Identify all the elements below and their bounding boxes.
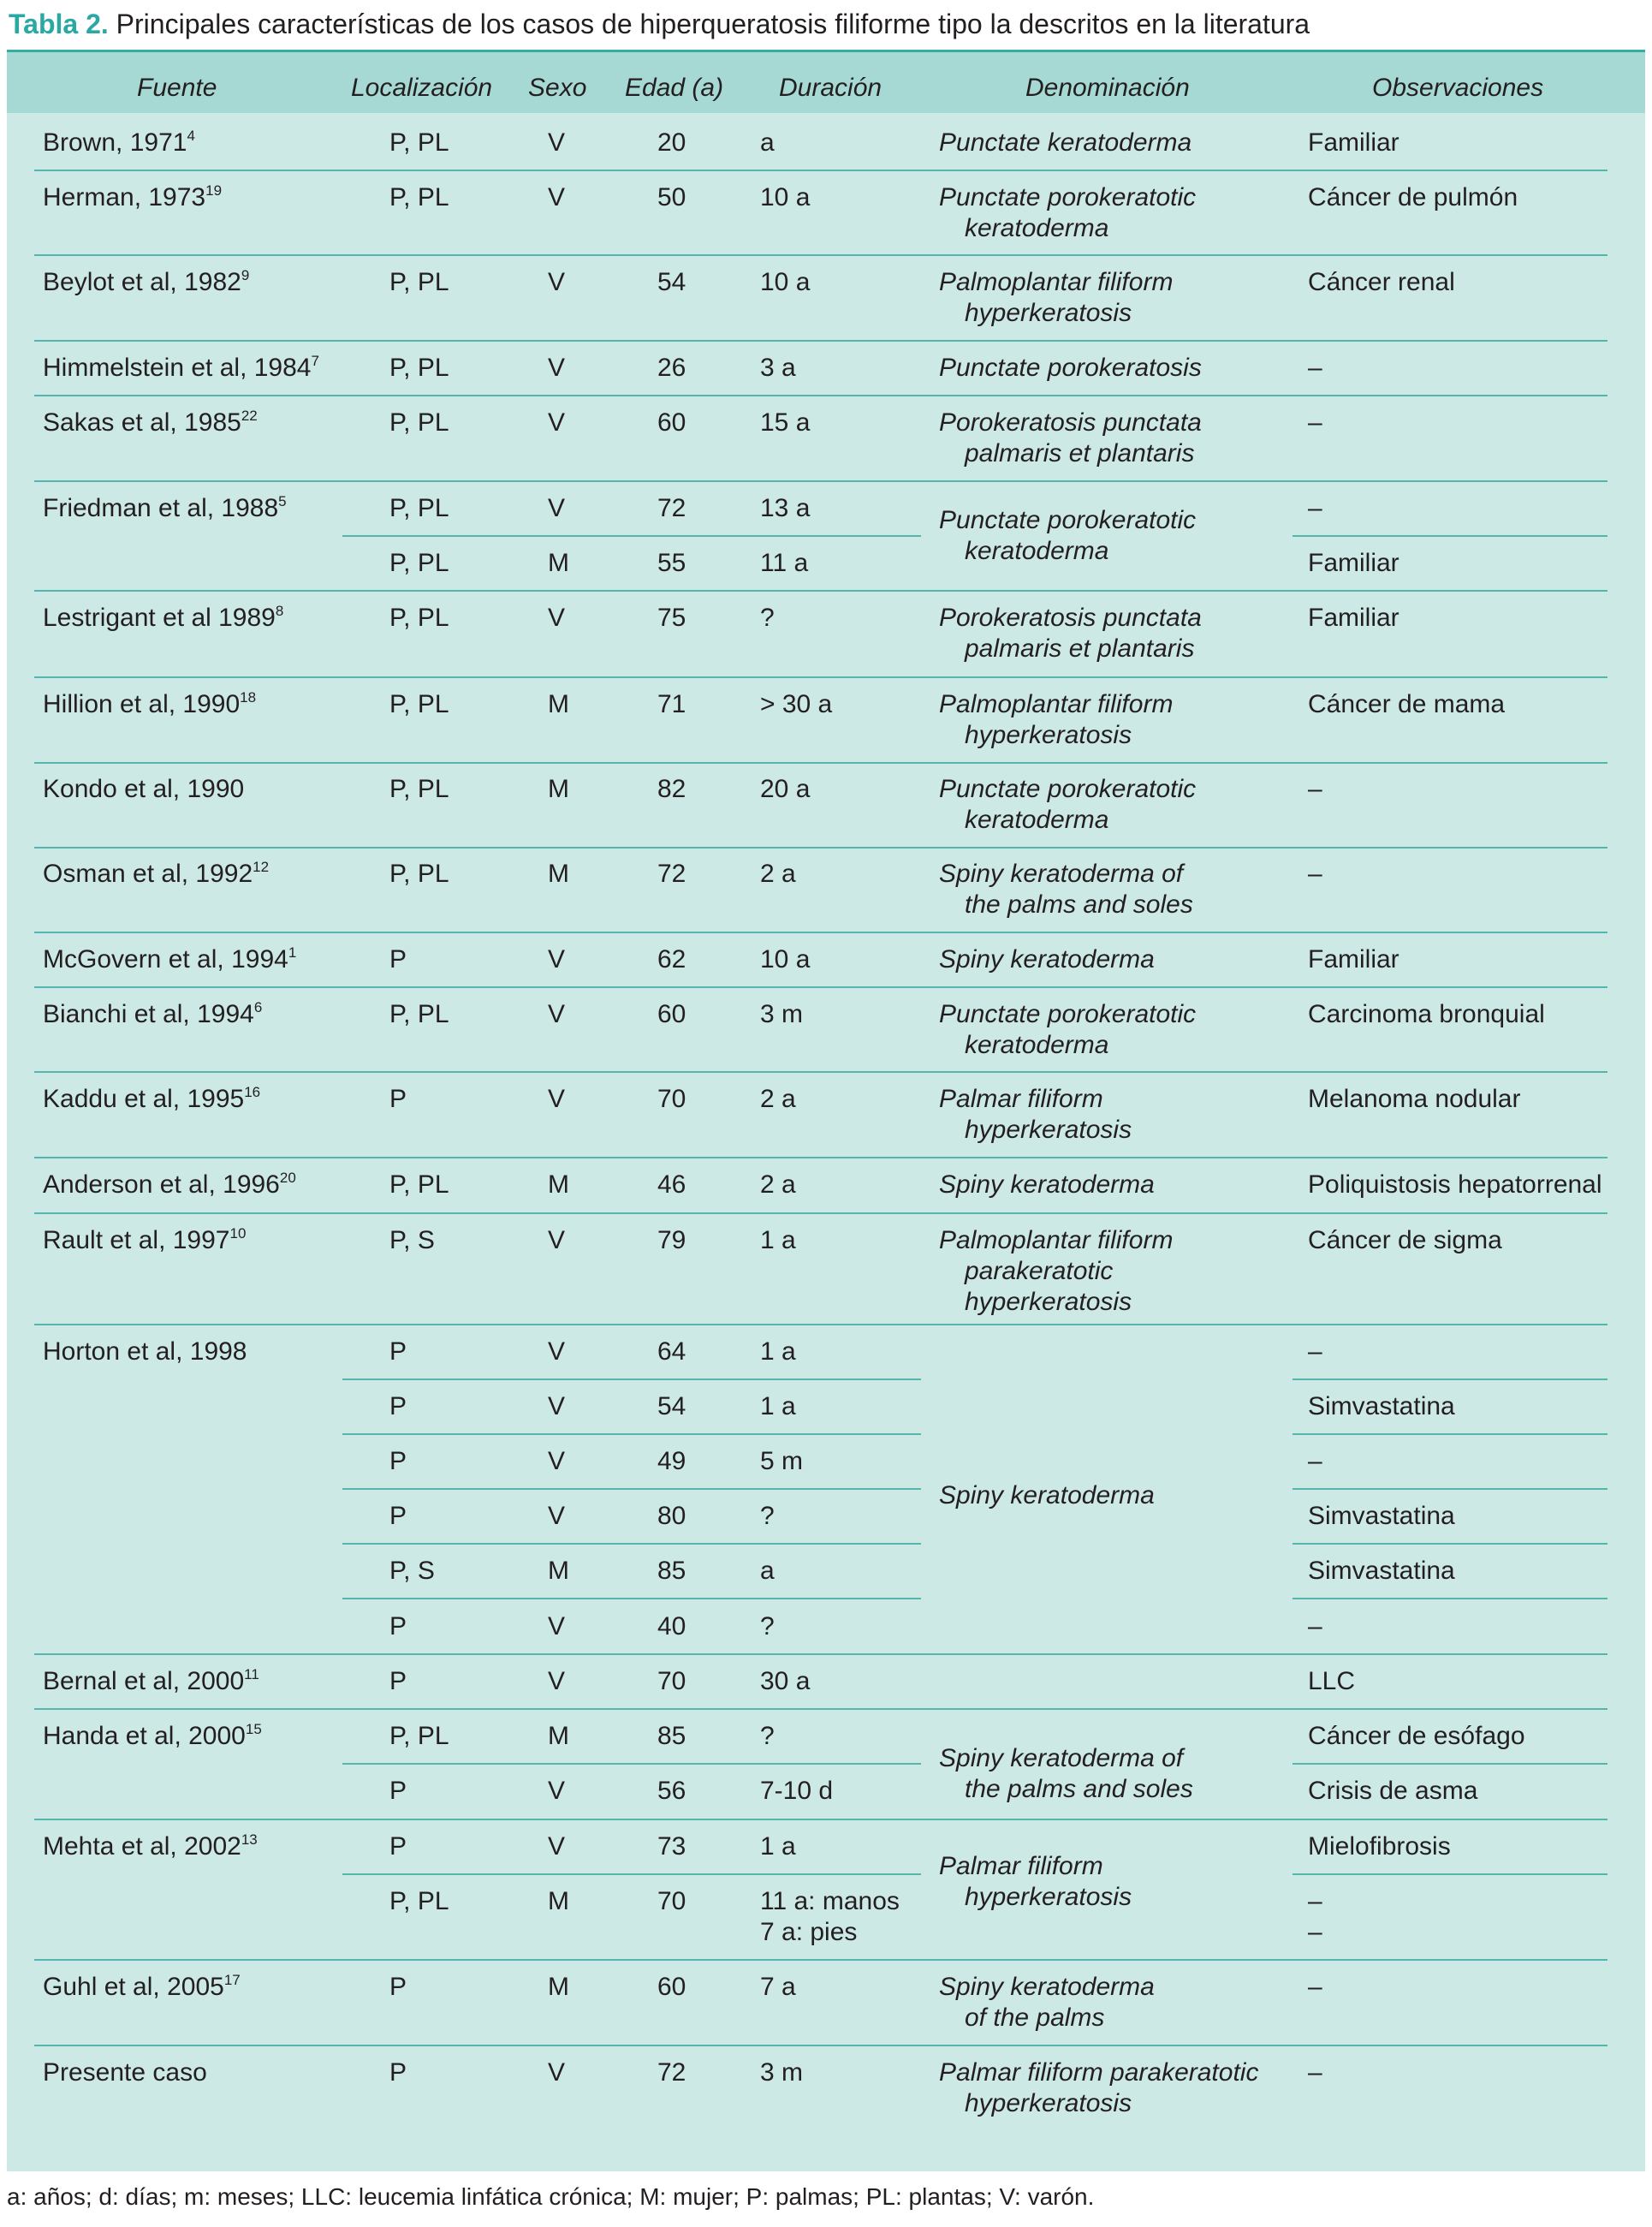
duration-cell: 10 a xyxy=(760,183,811,211)
sex-cell: V xyxy=(548,1392,566,1420)
observations-cell: Mielofibrosis xyxy=(1308,1832,1451,1861)
denomination-cell: Palmar filiform xyxy=(939,1085,1103,1113)
row-separator xyxy=(1292,1763,1607,1765)
duration-cell: 3 m xyxy=(760,2058,804,2087)
duration-cell: a xyxy=(760,1557,775,1585)
duration-cell: 30 a xyxy=(760,1667,811,1695)
source-cell: Rault et al, 1997$^{10}$ xyxy=(43,1225,247,1254)
duration-cell: ? xyxy=(760,1722,775,1750)
row-separator xyxy=(342,535,921,537)
row-separator xyxy=(34,2045,1607,2046)
denomination-cell: Palmoplantar filiform xyxy=(939,1226,1174,1254)
source-cell: Beylot et al, 1982$^9$ xyxy=(43,267,250,296)
sex-cell: V xyxy=(548,945,566,974)
denomination-cell: Palmar filiform parakeratotic xyxy=(939,2058,1259,2087)
reference-number: 10 xyxy=(229,1225,247,1242)
location-cell: P xyxy=(389,1392,407,1420)
reference-number: 17 xyxy=(223,1972,241,1988)
observations-cell: Cáncer de pulmón xyxy=(1308,183,1518,211)
denomination-cell: Punctate porokeratotic xyxy=(939,1000,1197,1028)
source-cell: Horton et al, 1998 xyxy=(43,1337,247,1366)
duration-cell: 2 a xyxy=(760,1085,796,1113)
duration-cell: 3 m xyxy=(760,1000,804,1028)
denomination-cell: palmaris et plantaris xyxy=(965,439,1195,467)
row-separator xyxy=(34,1212,1607,1214)
row-separator xyxy=(34,1959,1607,1961)
age-cell: 46 xyxy=(657,1170,686,1199)
denomination-cell: hyperkeratosis xyxy=(965,1883,1132,1911)
sex-cell: M xyxy=(548,775,569,803)
header-observaciones: Observaciones xyxy=(1372,74,1544,102)
sex-cell: V xyxy=(548,2058,566,2087)
row-separator xyxy=(342,1598,921,1599)
denomination-cell: the palms and soles xyxy=(965,1775,1193,1803)
location-cell: P, PL xyxy=(389,408,449,437)
duration-cell: 10 a xyxy=(760,945,811,974)
age-cell: 72 xyxy=(657,860,686,888)
location-cell: P xyxy=(389,1777,407,1805)
denomination-cell: Spiny keratoderma xyxy=(939,1170,1155,1199)
duration-cell: 10 a xyxy=(760,268,811,296)
age-cell: 70 xyxy=(657,1667,686,1695)
denomination-cell: Spiny keratoderma of xyxy=(939,860,1184,888)
age-cell: 54 xyxy=(657,1392,686,1420)
sex-cell: M xyxy=(548,1170,569,1199)
observations-cell: – xyxy=(1308,408,1322,437)
location-cell: P xyxy=(389,2058,407,2087)
row-separator xyxy=(34,1071,1607,1073)
row-separator xyxy=(342,1433,921,1435)
location-cell: P, PL xyxy=(389,549,449,577)
reference-number: 12 xyxy=(253,859,270,875)
duration-cell: 1 a xyxy=(760,1337,796,1366)
location-cell: P, PL xyxy=(389,1722,449,1750)
source-cell: Sakas et al, 1985$^{22}$ xyxy=(43,408,258,437)
location-cell: P xyxy=(389,1667,407,1695)
sex-cell: V xyxy=(548,1337,566,1366)
duration-cell: 2 a xyxy=(760,1170,796,1199)
header-sexo: Sexo xyxy=(528,74,587,102)
source-cell: Friedman et al, 1988$^5$ xyxy=(43,493,287,522)
sex-cell: V xyxy=(548,1447,566,1475)
age-cell: 72 xyxy=(657,494,686,522)
reference-number: 11 xyxy=(244,1666,259,1682)
source-cell: Osman et al, 1992$^{12}$ xyxy=(43,859,270,888)
sex-cell: V xyxy=(548,1667,566,1695)
duration-cell: 20 a xyxy=(760,775,811,803)
age-cell: 60 xyxy=(657,408,686,437)
header-fuente: Fuente xyxy=(137,74,217,102)
observations-cell: Simvastatina xyxy=(1308,1557,1455,1585)
age-cell: 26 xyxy=(657,354,686,382)
location-cell: P, PL xyxy=(389,183,449,211)
reference-number: 5 xyxy=(278,493,287,509)
observations-cell: – xyxy=(1308,775,1322,803)
location-cell: P, S xyxy=(389,1557,435,1585)
age-cell: 55 xyxy=(657,549,686,577)
location-cell: P, PL xyxy=(389,604,449,632)
location-cell: P, PL xyxy=(389,268,449,296)
denomination-cell: Punctate keratoderma xyxy=(939,128,1192,157)
location-cell: P xyxy=(389,1832,407,1861)
source-cell: Handa et al, 2000$^{15}$ xyxy=(43,1721,262,1750)
table-title xyxy=(9,5,1310,43)
age-cell: 54 xyxy=(657,268,686,296)
observations-cell: Crisis de asma xyxy=(1308,1777,1478,1805)
source-cell: Lestrigant et al 1989$^8$ xyxy=(43,603,284,632)
observations-cell: – xyxy=(1308,1918,1322,1946)
source-cell: Himmelstein et al, 1984$^7$ xyxy=(43,353,319,382)
observations-cell: Carcinoma bronquial xyxy=(1308,1000,1545,1028)
denomination-cell: hyperkeratosis xyxy=(965,1116,1132,1144)
location-cell: P, PL xyxy=(389,128,449,157)
denomination-cell: Punctate porokeratosis xyxy=(939,354,1202,382)
duration-cell: 7-10 d xyxy=(760,1777,834,1805)
row-separator xyxy=(34,1708,1607,1710)
observations-cell: Familiar xyxy=(1308,128,1399,157)
row-separator xyxy=(34,986,1607,988)
sex-cell: V xyxy=(548,1226,566,1254)
age-cell: 50 xyxy=(657,183,686,211)
duration-cell: 7 a: pies xyxy=(760,1918,858,1946)
source-cell: Kaddu et al, 1995$^{16}$ xyxy=(43,1084,261,1113)
row-separator xyxy=(1292,1488,1607,1490)
sex-cell: M xyxy=(548,549,569,577)
observations-cell: – xyxy=(1308,494,1322,522)
header-localizacion: Localización xyxy=(351,74,493,102)
row-separator xyxy=(1292,1873,1607,1875)
denomination-cell: Porokeratosis punctata xyxy=(939,408,1202,437)
observations-cell: Cáncer de esófago xyxy=(1308,1722,1525,1750)
location-cell: P xyxy=(389,945,407,974)
sex-cell: V xyxy=(548,1502,566,1530)
location-cell: P, PL xyxy=(389,690,449,718)
observations-cell: – xyxy=(1308,2058,1322,2087)
source-cell: Presente caso xyxy=(43,2058,207,2087)
reference-number: 9 xyxy=(241,267,250,283)
duration-cell: 1 a xyxy=(760,1226,796,1254)
source-cell: Anderson et al, 1996$^{20}$ xyxy=(43,1170,296,1199)
source-cell: Herman, 1973$^{19}$ xyxy=(43,182,223,211)
age-cell: 82 xyxy=(657,775,686,803)
sex-cell: M xyxy=(548,1557,569,1585)
row-separator xyxy=(1292,1598,1607,1599)
age-cell: 56 xyxy=(657,1777,686,1805)
observations-cell: – xyxy=(1308,860,1322,888)
denomination-cell: Spiny keratoderma xyxy=(939,945,1155,974)
reference-number: 6 xyxy=(253,999,263,1015)
sex-cell: V xyxy=(548,494,566,522)
reference-number: 8 xyxy=(275,603,284,619)
header-denominacion: Denominación xyxy=(1025,74,1190,102)
source-cell: Mehta et al, 2002$^{13}$ xyxy=(43,1831,258,1861)
denomination-cell: Punctate porokeratotic xyxy=(939,183,1197,211)
row-separator xyxy=(34,1324,1607,1325)
reference-number: 7 xyxy=(311,353,319,369)
row-separator xyxy=(342,1543,921,1545)
denomination-cell: parakeratotic xyxy=(965,1257,1114,1285)
location-cell: P, PL xyxy=(389,1000,449,1028)
source-cell: Bernal et al, 2000$^{11}$ xyxy=(43,1666,259,1695)
location-cell: P, PL xyxy=(389,354,449,382)
row-separator xyxy=(34,1157,1607,1158)
observations-cell: Familiar xyxy=(1308,945,1399,974)
table-caption: Principales características de los casos de hiperqueratosis filiforme tipo la descritos en la literatura xyxy=(116,9,1310,39)
source-cell: Kondo et al, 1990 xyxy=(43,775,245,803)
denomination-cell: keratoderma xyxy=(965,806,1109,834)
reference-number: 1 xyxy=(288,944,297,961)
age-cell: 80 xyxy=(657,1502,686,1530)
duration-cell: 11 a: manos xyxy=(760,1887,900,1915)
row-separator xyxy=(34,590,1607,592)
age-cell: 73 xyxy=(657,1832,686,1861)
row-separator xyxy=(34,762,1607,764)
age-cell: 85 xyxy=(657,1722,686,1750)
age-cell: 20 xyxy=(657,128,686,157)
row-separator xyxy=(34,254,1607,256)
row-separator xyxy=(1292,1378,1607,1380)
sex-cell: V xyxy=(548,604,566,632)
observations-cell: – xyxy=(1308,1337,1322,1366)
header-duracion: Duración xyxy=(779,74,882,102)
sex-cell: M xyxy=(548,690,569,718)
location-cell: P xyxy=(389,1337,407,1366)
observations-cell: Simvastatina xyxy=(1308,1392,1455,1420)
observations-cell: Simvastatina xyxy=(1308,1502,1455,1530)
location-cell: P, PL xyxy=(389,1887,449,1915)
location-cell: P xyxy=(389,1612,407,1640)
age-cell: 79 xyxy=(657,1226,686,1254)
reference-number: 16 xyxy=(244,1084,261,1100)
row-separator xyxy=(342,1488,921,1490)
denomination-cell: palmaris et plantaris xyxy=(965,634,1195,663)
duration-cell: a xyxy=(760,128,775,157)
denomination-cell: keratoderma xyxy=(965,214,1109,242)
duration-cell: 11 a xyxy=(760,549,809,577)
sex-cell: V xyxy=(548,408,566,437)
sex-cell: V xyxy=(548,1000,566,1028)
header-edad: Edad (a) xyxy=(625,74,724,102)
age-cell: 40 xyxy=(657,1612,686,1640)
sex-cell: V xyxy=(548,1085,566,1113)
row-separator xyxy=(34,395,1607,396)
denomination-cell: Palmoplantar filiform xyxy=(939,690,1174,718)
sex-cell: V xyxy=(548,354,566,382)
observations-cell: Poliquistosis hepatorrenal xyxy=(1308,1170,1602,1199)
row-separator xyxy=(34,847,1607,849)
source-cell: McGovern et al, 1994$^1$ xyxy=(43,944,297,974)
duration-cell: 15 a xyxy=(760,408,811,437)
duration-cell: > 30 a xyxy=(760,690,833,718)
row-separator xyxy=(34,1653,1607,1655)
denomination-cell: Spiny keratoderma xyxy=(939,1973,1155,2001)
denomination-cell: of the palms xyxy=(965,2004,1105,2032)
reference-number: 15 xyxy=(245,1721,262,1737)
age-cell: 85 xyxy=(657,1557,686,1585)
row-separator xyxy=(34,1819,1607,1820)
observations-cell: Cáncer renal xyxy=(1308,268,1455,296)
age-cell: 71 xyxy=(657,690,686,718)
row-separator xyxy=(342,1763,921,1765)
source-cell: Brown, 1971$^4$ xyxy=(43,128,195,157)
location-cell: P, PL xyxy=(389,775,449,803)
duration-cell: 2 a xyxy=(760,860,796,888)
denomination-cell: keratoderma xyxy=(965,1031,1109,1059)
location-cell: P, S xyxy=(389,1226,435,1254)
denomination-cell: hyperkeratosis xyxy=(965,299,1132,327)
footnote: a: años; d: días; m: meses; LLC: leucemia linfática crónica; M: mujer; P: palmas; PL: plantas; V: varón. xyxy=(7,2183,1095,2210)
denomination-cell: Punctate porokeratotic xyxy=(939,775,1197,803)
row-separator xyxy=(1292,1543,1607,1545)
observations-cell: – xyxy=(1308,1612,1322,1640)
observations-cell: – xyxy=(1308,354,1322,382)
sex-cell: M xyxy=(548,1887,569,1915)
reference-number: 4 xyxy=(187,128,195,144)
table-label: Tabla 2. xyxy=(9,9,109,39)
age-cell: 75 xyxy=(657,604,686,632)
row-separator xyxy=(1292,535,1607,537)
row-separator xyxy=(1292,1433,1607,1435)
sex-cell: V xyxy=(548,268,566,296)
denomination-cell: hyperkeratosis xyxy=(965,721,1132,749)
source-cell: Hillion et al, 1990$^{18}$ xyxy=(43,689,257,718)
row-separator xyxy=(342,1873,921,1875)
age-cell: 60 xyxy=(657,1000,686,1028)
observations-cell: – xyxy=(1308,1447,1322,1475)
sex-cell: M xyxy=(548,1722,569,1750)
reference-number: 18 xyxy=(240,689,257,706)
observations-cell: Familiar xyxy=(1308,604,1399,632)
location-cell: P xyxy=(389,1085,407,1113)
source-cell: Guhl et al, 2005$^{17}$ xyxy=(43,1972,241,2001)
location-cell: P, PL xyxy=(389,1170,449,1199)
observations-cell: Familiar xyxy=(1308,549,1399,577)
row-separator xyxy=(34,480,1607,482)
denomination-cell: Palmar filiform xyxy=(939,1852,1103,1880)
age-cell: 70 xyxy=(657,1085,686,1113)
row-separator xyxy=(34,340,1607,342)
sex-cell: V xyxy=(548,1777,566,1805)
denomination-cell: Spiny keratoderma of xyxy=(939,1744,1184,1772)
sex-cell: V xyxy=(548,1612,566,1640)
duration-cell: 1 a xyxy=(760,1832,796,1861)
observations-cell: Cáncer de mama xyxy=(1308,690,1506,718)
denomination-cell: the palms and soles xyxy=(965,890,1193,919)
denomination-cell: Spiny keratoderma xyxy=(939,1481,1155,1509)
location-cell: P, PL xyxy=(389,860,449,888)
denomination-cell: Porokeratosis punctata xyxy=(939,604,1202,632)
duration-cell: 7 a xyxy=(760,1973,796,2001)
duration-cell: ? xyxy=(760,604,775,632)
row-separator xyxy=(34,932,1607,933)
reference-number: 22 xyxy=(241,408,258,424)
age-cell: 49 xyxy=(657,1447,686,1475)
observations-cell: Cáncer de sigma xyxy=(1308,1226,1502,1254)
observations-cell: – xyxy=(1308,1973,1322,2001)
duration-cell: 5 m xyxy=(760,1447,804,1475)
location-cell: P xyxy=(389,1973,407,2001)
duration-cell: ? xyxy=(760,1502,775,1530)
duration-cell: 13 a xyxy=(760,494,811,522)
reference-number: 13 xyxy=(241,1831,258,1848)
sex-cell: V xyxy=(548,1832,566,1861)
denomination-cell: Punctate porokeratotic xyxy=(939,506,1197,534)
sex-cell: M xyxy=(548,1973,569,2001)
observations-cell: LLC xyxy=(1308,1667,1356,1695)
observations-cell: Melanoma nodular xyxy=(1308,1085,1521,1113)
sex-cell: M xyxy=(548,860,569,888)
age-cell: 70 xyxy=(657,1887,686,1915)
denomination-cell: hyperkeratosis xyxy=(965,2089,1132,2117)
observations-cell: – xyxy=(1308,1887,1322,1915)
row-separator xyxy=(342,1378,921,1380)
sex-cell: V xyxy=(548,183,566,211)
age-cell: 72 xyxy=(657,2058,686,2087)
duration-cell: 1 a xyxy=(760,1392,796,1420)
denomination-cell: Palmoplantar filiform xyxy=(939,268,1174,296)
reference-number: 20 xyxy=(279,1170,296,1186)
location-cell: P xyxy=(389,1447,407,1475)
row-separator xyxy=(34,170,1607,171)
age-cell: 62 xyxy=(657,945,686,974)
duration-cell: 3 a xyxy=(760,354,796,382)
age-cell: 60 xyxy=(657,1973,686,2001)
location-cell: P xyxy=(389,1502,407,1530)
age-cell: 64 xyxy=(657,1337,686,1366)
reference-number: 19 xyxy=(205,182,223,199)
duration-cell: ? xyxy=(760,1612,775,1640)
denomination-cell: hyperkeratosis xyxy=(965,1288,1132,1316)
sex-cell: V xyxy=(548,128,566,157)
source-cell: Bianchi et al, 1994$^6$ xyxy=(43,999,263,1028)
location-cell: P, PL xyxy=(389,494,449,522)
row-separator xyxy=(34,676,1607,678)
denomination-cell: keratoderma xyxy=(965,537,1109,565)
